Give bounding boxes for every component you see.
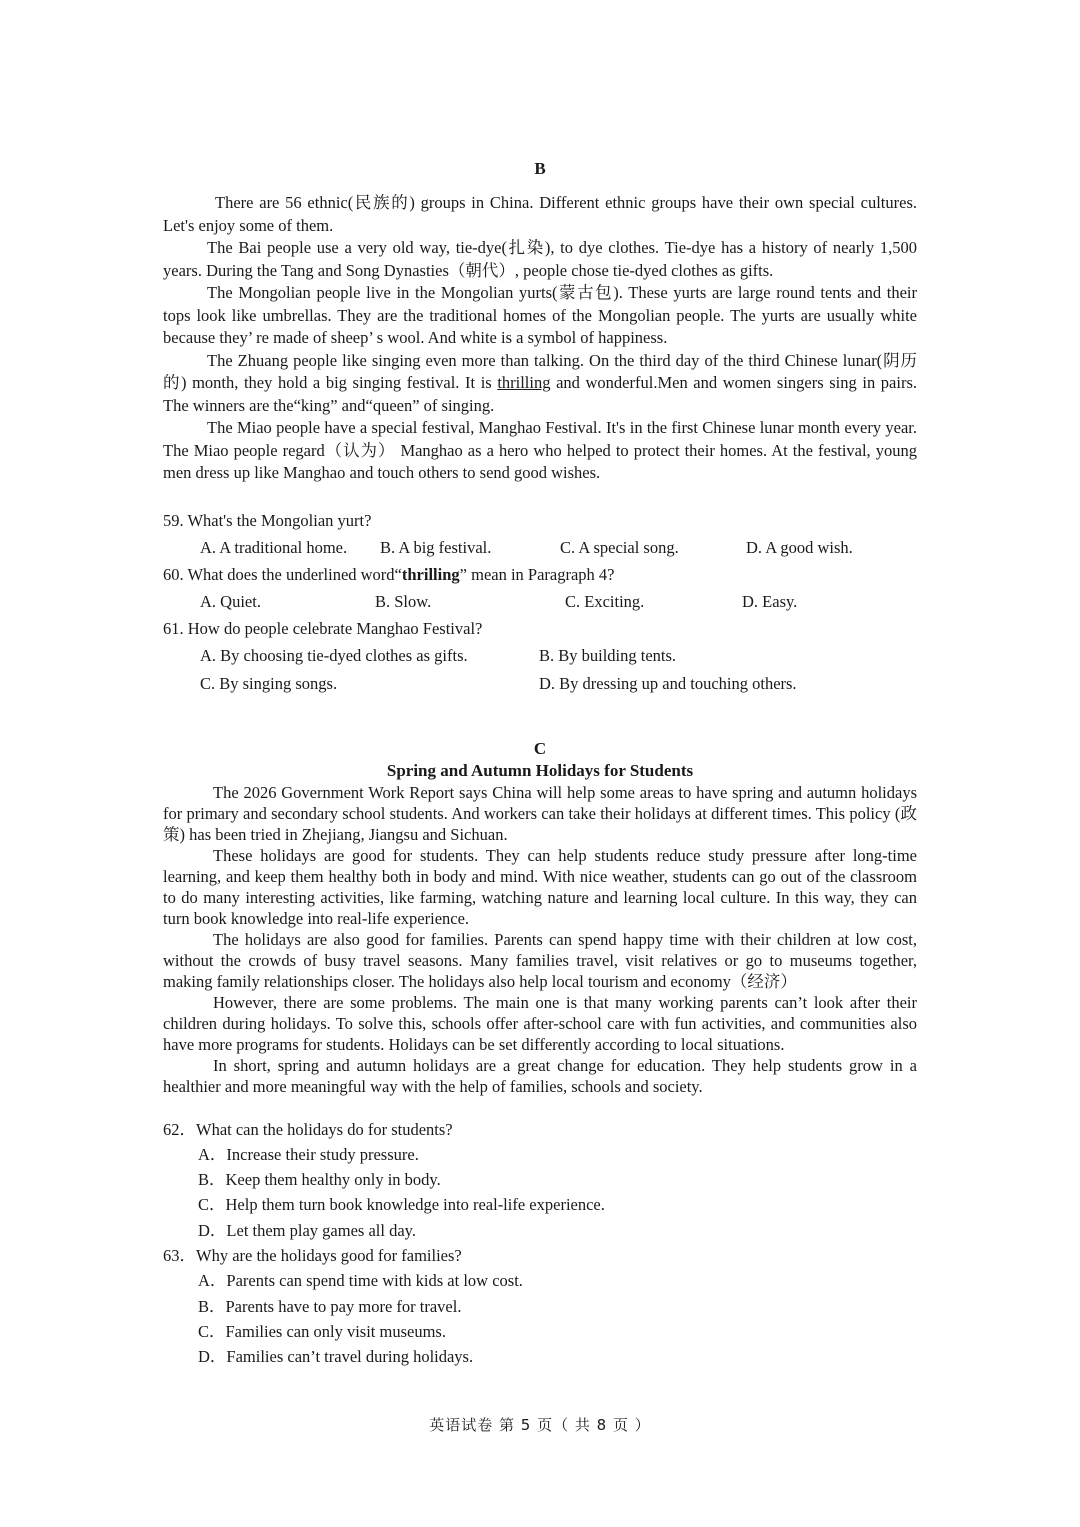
q60-bold-word: thrilling <box>401 564 460 584</box>
q62-option-a: A．Increase their study pressure. <box>198 1144 419 1164</box>
exam-page <box>163 158 917 1369</box>
section-c-label: C <box>533 738 547 758</box>
question-61-options-row-2 <box>163 670 917 698</box>
page-footer: 英语试卷 第 5 页（ 共 8 页 ） <box>429 1416 651 1434</box>
question-59-options <box>163 534 917 561</box>
passage-b-paragraph-2: The Bai people use a very old way, tie-dye(扎染), to dye clothes. Tie-dye has a history of nearly 1,500 years. During the Tang and Song Dynasties（朝代）, people chose tie-dyed clothes as gifts. <box>163 238 917 280</box>
q60-option-a: A. Quiet. <box>200 591 261 611</box>
question-61: 61. How do people celebrate Manghao Festival? <box>163 618 483 638</box>
passage-c-paragraph-5: In short, spring and autumn holidays are a great change for education. They help students grow in a healthier and more meaningful way with the help of families, schools and society. <box>163 1055 917 1096</box>
q61-option-d: D. By dressing up and touching others. <box>539 673 797 693</box>
q63-option-c: C．Families can only visit museums. <box>198 1321 446 1341</box>
q62-option-d: D．Let them play games all day. <box>198 1220 416 1240</box>
q59-option-d: D. A good wish. <box>746 537 853 557</box>
q63-option-d: D．Families can’t travel during holidays. <box>198 1347 474 1367</box>
question-61-options-row-1 <box>163 642 917 670</box>
passage-c-paragraph-1: The 2026 Government Work Report says China will help some areas to have spring and autumn holidays for primary and secondary school students. And workers can take their holidays at different times. This policy (政策) has been tried in Zhejiang, Jiangsu and Sichuan. <box>163 782 917 844</box>
passage-b-paragraph-3: The Mongolian people live in the Mongolian yurts(蒙古包). These yurts are large round tents and their tops look like umbrellas. They are the traditional homes of the Mongolian people. The yurts are usually white because they’ re made of sheep’ s wool. And white is a symbol of happiness. <box>163 283 917 347</box>
q60-option-c: C. Exciting. <box>565 591 645 611</box>
passage-c-paragraph-2: These holidays are good for students. They can help students reduce study pressure after long-time learning, and keep them healthy both in body and mind. With nice weather, students can go out of the classroom to do many interesting activities, like farming, watching nature and learning local culture. In this way, they can turn book knowledge into real-life experience. <box>163 845 917 928</box>
q60-option-d: D. Easy. <box>742 591 798 611</box>
question-62: 62．What can the holidays do for students? <box>163 1119 453 1139</box>
underlined-word-thrilling: thrilling <box>497 373 551 392</box>
passage-c-paragraph-3: The holidays are also good for families. Parents can spend happy time with their children at low cost, without the crowds of busy travel seasons. Many families travel, visit relatives or go to museums together, making family relationships closer. The holidays also help local tourism and economy（经济） <box>163 929 917 991</box>
q61-option-a: A. By choosing tie-dyed clothes as gifts. <box>200 645 468 665</box>
paragraph-4-text-end: and wonderful.Men and women singers sing in pairs. The winners are the“king” and“queen” of singing. <box>163 373 917 415</box>
q62-option-b: B．Keep them healthy only in body. <box>198 1170 441 1190</box>
q61-option-c: C. By singing songs. <box>200 673 338 693</box>
q62-option-c: C．Help them turn book knowledge into real-life experience. <box>198 1195 605 1215</box>
q59-option-b: B. A big festival. <box>380 537 492 557</box>
passage-b-paragraph-1: There are 56 ethnic(民族的) groups in China. Different ethnic groups have their own special cultures. Let's enjoy some of them. <box>163 193 917 235</box>
question-60-options <box>163 588 917 615</box>
question-60 <box>163 561 917 588</box>
q60-option-b: B. Slow. <box>375 591 432 611</box>
q61-option-b: B. By building tents. <box>539 645 677 665</box>
q63-option-b: B．Parents have to pay more for travel. <box>198 1296 462 1316</box>
q63-option-a: A．Parents can spend time with kids at low cost. <box>198 1271 523 1291</box>
passage-c-paragraph-4: However, there are some problems. The main one is that many working parents can’t look after their children during holidays. To solve this, schools offer after-school care with fun activities, and communities also have more programs for students. Holidays can be set differently according to local situations. <box>163 992 917 1054</box>
section-b-label: B <box>534 159 546 178</box>
q59-option-c: C. A special song. <box>560 537 679 557</box>
question-63: 63．Why are the holidays good for families? <box>163 1245 462 1265</box>
q60-text-start: 60. What does the underlined word“ <box>163 564 402 584</box>
q60-text-end: ” mean in Paragraph 4? <box>459 564 615 584</box>
passage-b-paragraph-5: The Miao people have a special festival, Manghao Festival. It's in the first Chinese lunar month every year. The Miao people regard（认为） Manghao as a hero who helped to protect their homes. At the festival, young men dress up like Manghao and touch others to send good wishes. <box>163 418 917 482</box>
passage-b-paragraph-4 <box>163 350 917 418</box>
paragraph-4-text-start: The Zhuang people like singing even more than talking. On the third day of the third Chinese lunar(阴历的) month, they hold a big singing festival. It is <box>163 350 917 392</box>
question-59: 59. What's the Mongolian yurt? <box>163 510 372 530</box>
q59-option-a: A. A traditional home. <box>200 537 348 557</box>
article-title: Spring and Autumn Holidays for Students <box>386 760 694 780</box>
